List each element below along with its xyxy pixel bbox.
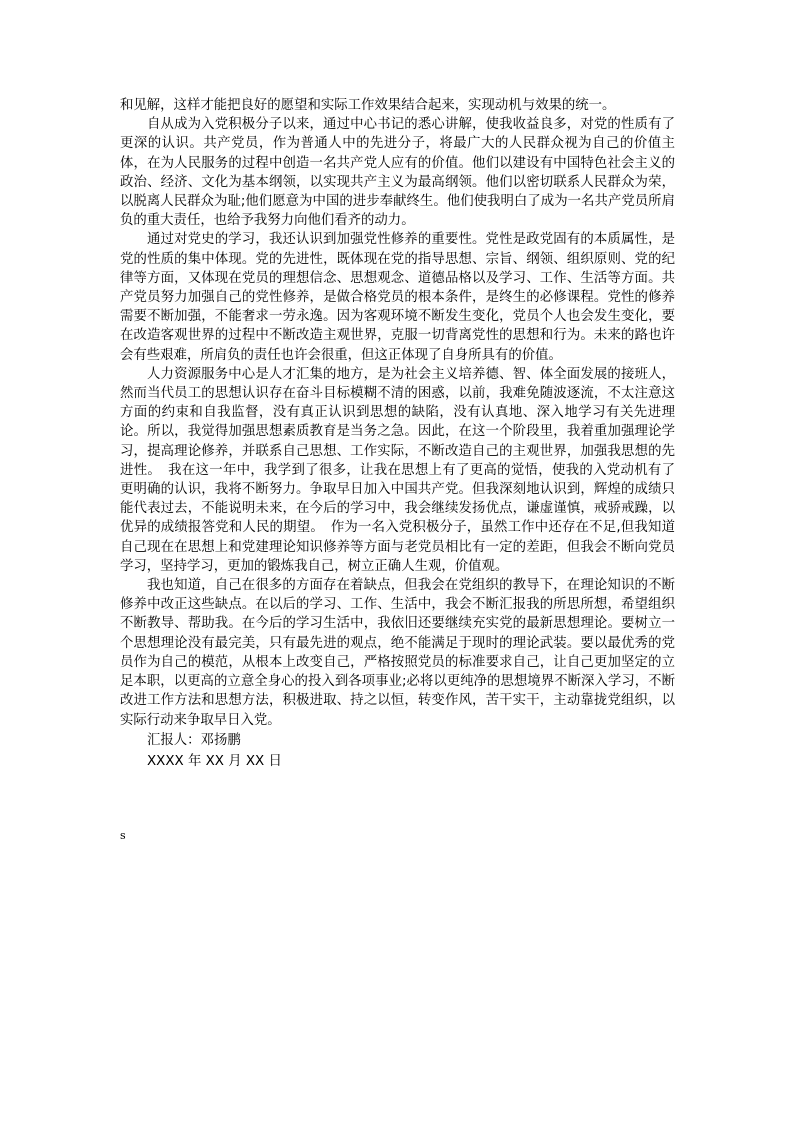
stray-mark: s (120, 829, 126, 842)
paragraph-hr-center: 人力资源服务中心是人才汇集的地方，是为社会主义培养德、智、体全面发展的接班人，然而当代员工的思想认识存在奋斗目标模糊不清的困惑，以前，我难免随波逐流，不太注意这方面的约束和自我监督，没有真正认识到思想的缺陷，没有认真地、深入地学习有关先进理论。所以，我觉得加强思想素质教育是当务之急。因此，在这一个阶段里，我着重加强理论学习，提高理论修养，并联系自己思想、工作实际，不断改造自己的主观世界，加强我思想的先进性。 我在这一年中，我学到了很多，让我在思想上有了更高的觉悟，使我的入党动机有了更明确的认识，我将不断努力。争取早日加入中国共产党。但我深刻地认识到，辉煌的成绩只能代表过去，不能说明未来，在今后的学习中，我会继续发扬优点，谦虚谨慎，戒骄戒躁，以优异的成绩报答党和人民的期望。 作为一名入党积极分子，虽然工作中还存在不足,但我知道自己现在在思想上和党建理论知识修养等方面与老党员相比有一定的差距，但我会不断向党员学习，坚持学习，更加的锻炼我自己，树立正确人生观，价值观。 (120, 366, 675, 574)
report-body (120, 96, 675, 772)
report-date: XXXX 年 XX 月 XX 日 (147, 753, 282, 769)
paragraph-party-nature: 自从成为入党积极分子以来，通过中心书记的悉心讲解，使我收益良多，对党的性质有了更深的认识。共产党员，作为普通人中的先进分子，将最广大的人民群众视为自己的价值主体，在为人民服务的过程中创造一名共产党人应有的价值。他们以建设有中国特色社会主义的政治、经济、文化为基本纲领，以实现共产主义为最高纲领。他们以密切联系人民群众为荣，以脱离人民群众为耻;他们愿意为中国的进步奉献终生。他们使我明白了成为一名共产党员所肩负的重大责任，也给予我努力向他们看齐的动力。 (120, 117, 675, 229)
reporter-signature: 汇报人：邓扬鹏 (147, 732, 241, 748)
paragraph-shortcomings: 我也知道，自己在很多的方面存在着缺点，但我会在党组织的教导下，在理论知识的不断修养中改正这些缺点。在以后的学习、工作、生活中，我会不断汇报我的所思所想，希望组织不断教导、帮助我。在今后的学习生活中，我依旧还要继续充实党的最新思想理论。要树立一个思想理论没有最完美，只有最先进的观点，绝不能满足于现时的理论武装。要以最优秀的党员作为自己的模范，从根本上改变自己，严格按照党员的标准要求自己，让自己更加坚定的立足本职，以更高的立意全身心的投入到各项事业;必将以更纯净的思想境界不断深入学习，不断改进工作方法和思想方法，积极进取、持之以恒，转变作风，苦干实干，主动靠拢党组织，以实际行动来争取早日入党。 (120, 578, 675, 728)
paragraph-party-spirit: 通过对党史的学习，我还认识到加强党性修养的重要性。党性是政党固有的本质属性，是党的性质的集中体现。党的先进性，既体现在党的指导思想、宗旨、纲领、组织原则、党的纪律等方面，又体现在党员的理想信念、思想观念、道德品格以及学习、工作、生活等方面。共产党员努力加强自己的党性修养，是做合格党员的根本条件，是终生的必修课程。党性的修养需要不断加强，不能奢求一劳永逸。因为客观环境不断发生变化，党员个人也会发生变化，要在改造客观世界的过程中不断改造主观世界，克服一切背离党性的思想和行为。未来的路也许会有些艰难，所肩负的责任也许会很重，但这正体现了自身所具有的价值。 (120, 232, 675, 363)
paragraph-continuation: 和见解，这样才能把良好的愿望和实际工作效果结合起来，实现动机与效果的统一。 (120, 98, 616, 113)
